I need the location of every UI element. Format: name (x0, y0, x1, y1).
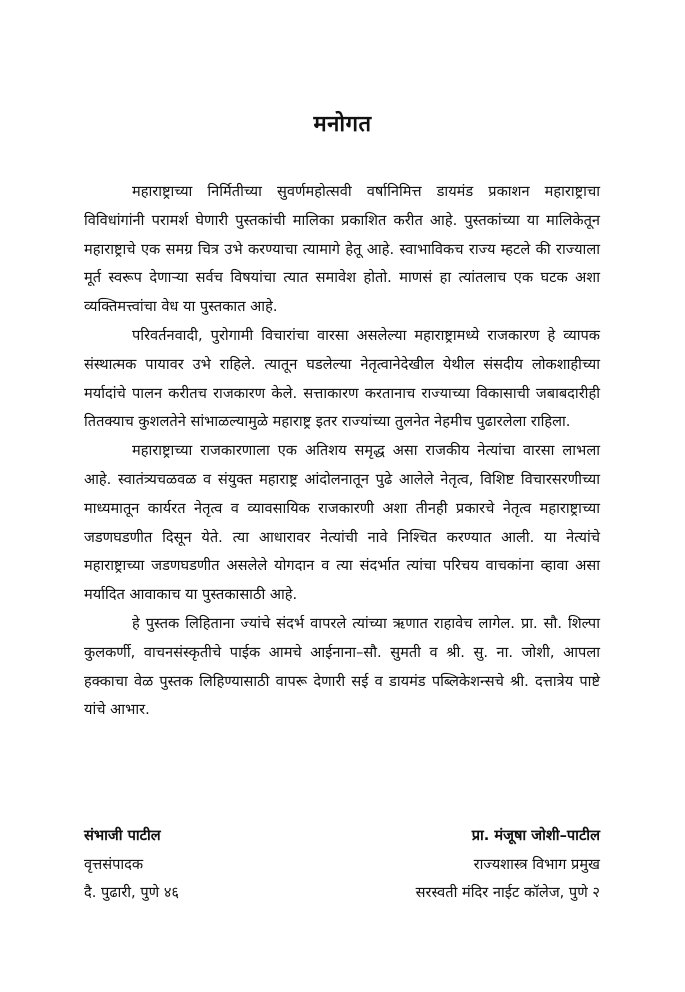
page-title: मनोगत (313, 112, 372, 137)
signature-left-role: वृत्तसंपादक (84, 855, 144, 873)
signature-right-place: सरस्वती मंदिर नाईट कॉलेज, पुणे २ (415, 884, 600, 901)
body-text (84, 178, 600, 725)
signature-left (84, 822, 179, 908)
signature-left-name: संभाजी पाटील (84, 827, 161, 844)
paragraph-4: हे पुस्तक लिहिताना ज्यांचे संदर्भ वापरले त्यांच्या ऋणात राहावेच लागेल. प्रा. सौ. शिल्पा कुलकर्णी, वाचनसंस्कृतीचे पाईक आमचे आईनाना–सौ. सुमती व श्री. सु. ना. जोशी, आपला हक्काचा वेळ पुस्तक लिहिण्यासाठी वापरू देणारी सई व डायमंड पब्लिकेशन्सचे श्री. दत्तात्रेय पाष्टे यांचे आभार. (84, 614, 600, 719)
signature-right-role: राज्यशास्त्र विभाग प्रमुख (473, 855, 600, 873)
signature-right-name: प्रा. मंजूषा जोशी–पाटील (471, 827, 600, 844)
paragraph-3: महाराष्ट्राच्या राजकारणाला एक अतिशय समृद्ध असा राजकीय नेत्यांचा वारसा लाभला आहे. स्वातंत्र्यचळवळ व संयुक्त महाराष्ट्र आंदोलनातून पुढे आलेले नेतृत्व, विशिष्ट विचारसरणीच्या माध्यमातून कार्यरत नेतृत्व व व्यावसायिक राजकारणी अशा तीनही प्रकारचे नेतृत्व महाराष्ट्राच्या जडणघडणीत दिसून येते. त्या आधारावर नेत्यांची नावे निश्चित करण्यात आली. या नेत्यांचे महाराष्ट्राच्या जडणघडणीत असलेले योगदान व त्या संदर्भात त्यांचा परिचय वाचकांना व्हावा असा मर्यादित आवाकाच या पुस्तकासाठी आहे. (84, 442, 600, 604)
paragraph-1: महाराष्ट्राच्या निर्मितीच्या सुवर्णमहोत्सवी वर्षानिमित्त डायमंड प्रकाशन महाराष्ट्राचा विविधांगांनी परामर्श घेणारी पुस्तकांची मालिका प्रकाशित करीत आहे. पुस्तकांच्या या मालिकेतून महाराष्ट्राचे एक समग्र चित्र उभे करण्याचा त्यामागे हेतू आहे. स्वाभाविकच राज्य म्हटले की राज्याला मूर्त स्वरूप देणाऱ्या सर्वच विषयांचा त्यात समावेश होतो. माणसं हा त्यांतलाच एक घटक अशा व्यक्तिमत्त्वांचा वेध या पुस्तकात आहे. (84, 183, 600, 316)
paragraph-2: परिवर्तनवादी, पुरोगामी विचारांचा वारसा असलेल्या महाराष्ट्रामध्ये राजकारण हे व्यापक संस्थात्मक पायावर उभे राहिले. त्यातून घडलेल्या नेतृत्वानेदेखील येथील संसदीय लोकशाहीच्या मर्यादांचे पालन करीतच राजकारण केले. सत्ताकारण करतानाच राज्याच्या विकासाची जबाबदारीही तितक्याच कुशलतेने सांभाळल्यामुळे महाराष्ट्र इतर राज्यांच्या तुलनेत नेहमीच पुढारलेला राहिला. (84, 326, 600, 431)
signature-left-place: दै. पुढारी, पुणे ४६ (84, 884, 179, 901)
signature-right (416, 822, 600, 908)
